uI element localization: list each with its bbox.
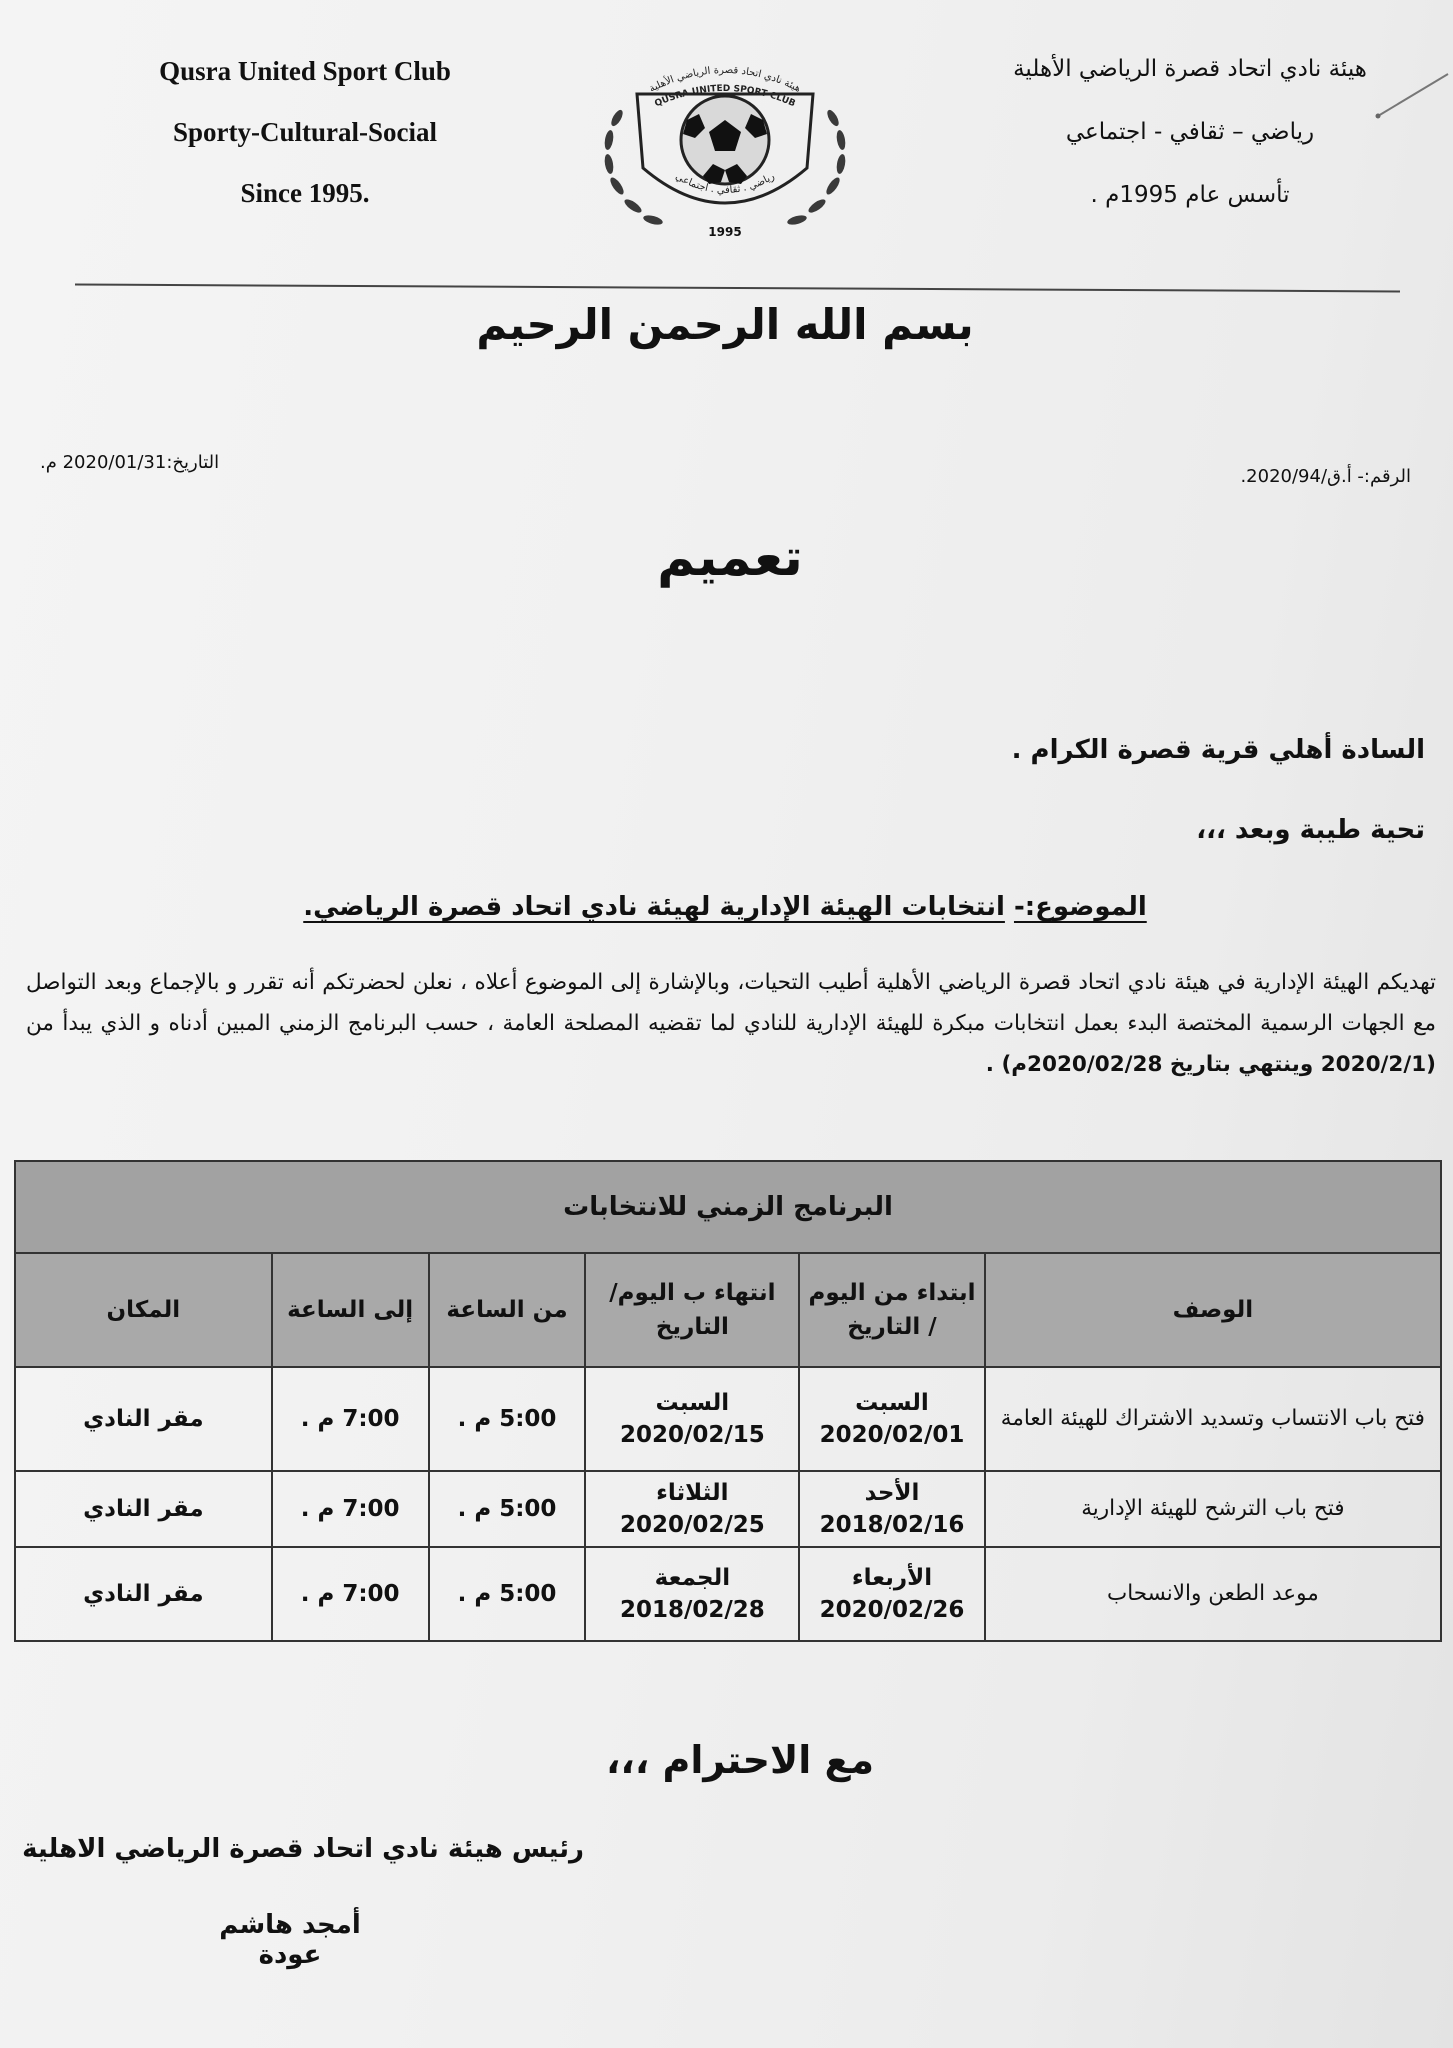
body-paragraph [26, 962, 1436, 1085]
signer-name: أمجد هاشم عودة [219, 1910, 361, 1970]
closing-remark: مع الاحترام ،،، [606, 1738, 874, 1782]
start-day: الأحد [864, 1480, 920, 1506]
soccer-ball-icon [681, 96, 769, 184]
end-date: 2018/02/28 [619, 1597, 765, 1623]
subject-label: الموضوع:- [1013, 892, 1147, 922]
cell-end [585, 1471, 799, 1547]
cell-description: موعد الطعن والانسحاب [985, 1547, 1441, 1641]
election-schedule-table [14, 1160, 1442, 1642]
header-end: انتهاء ب اليوم/التاريخ [585, 1253, 799, 1367]
start-date: 2020/02/26 [819, 1597, 965, 1623]
start-day: السبت [855, 1390, 929, 1416]
club-name-en: Qusra United Sport Club [159, 56, 451, 86]
reference-number: الرقم:- أ.ق/2020/94. [1240, 466, 1411, 487]
table-row [15, 1367, 1441, 1471]
cell-start [799, 1367, 984, 1471]
end-day: السبت [655, 1390, 730, 1416]
body-date-range: (2020/2/1 وينتهي بتاريخ 2020/02/28م) . [985, 1052, 1436, 1077]
start-day: الأربعاء [851, 1565, 933, 1591]
cell-description: فتح باب الترشح للهيئة الإدارية [985, 1471, 1441, 1547]
cell-from-time: 5:00 م . [429, 1471, 586, 1547]
pin-icon [1372, 70, 1452, 120]
logo-ring-text-ar: هيئة نادي اتحاد قصرة الرياضي الأهلية [647, 64, 803, 95]
cell-start [799, 1547, 984, 1641]
signer-title: رئيس هيئة نادي اتحاد قصرة الرياضي الاهلية [22, 1834, 584, 1864]
cell-end [585, 1367, 799, 1471]
logo-ring-text-en: QUSRA UNITED SPORT CLUB [653, 83, 797, 110]
logo-year: 1995 [708, 225, 742, 239]
end-day: الجمعة [654, 1565, 731, 1591]
schedule-caption: البرنامج الزمني للانتخابات [15, 1161, 1441, 1253]
table-row [15, 1471, 1441, 1547]
club-founded-ar: تأسس عام 1995م . [1090, 182, 1290, 208]
end-date: 2020/02/25 [619, 1512, 765, 1538]
club-tagline-en: Sporty-Cultural-Social [172, 117, 437, 147]
header-from-time: من الساعة [429, 1253, 586, 1367]
arabic-letterhead [960, 58, 1420, 247]
club-logo [575, 48, 875, 248]
start-date: 2018/02/16 [819, 1512, 965, 1538]
club-founded-en: Since 1995. [240, 178, 370, 208]
bismillah-heading: بسم الله الرحمن الرحيم [476, 300, 974, 349]
greeting: تحية طيبة وبعد ،،، [1196, 815, 1425, 845]
subject-text: انتخابات الهيئة الإدارية لهيئة نادي اتحاد قصرة الرياضي. [303, 892, 1005, 922]
cell-location: مقر النادي [15, 1471, 272, 1547]
cell-to-time: 7:00 م . [272, 1367, 429, 1471]
logo-inner-text: رياضي . ثقافي . اجتماعي [673, 171, 777, 197]
header-divider [75, 284, 1400, 293]
salutation: السادة أهلي قرية قصرة الكرام . [1011, 735, 1425, 765]
cell-from-time: 5:00 م . [429, 1547, 586, 1641]
club-tagline-ar: رياضي – ثقافي - اجتماعي [1065, 119, 1315, 145]
letter-date: التاريخ:2020/01/31 م. [40, 452, 220, 473]
table-row [15, 1547, 1441, 1641]
cell-location: مقر النادي [15, 1367, 272, 1471]
header-location: المكان [15, 1253, 272, 1367]
club-name-ar: هيئة نادي اتحاد قصرة الرياضي الأهلية [1013, 56, 1367, 82]
cell-start [799, 1471, 984, 1547]
cell-end [585, 1547, 799, 1641]
cell-to-time: 7:00 م . [272, 1471, 429, 1547]
page-title: تعميم [657, 528, 803, 588]
subject-line [200, 892, 1250, 922]
end-day: الثلاثاء [656, 1480, 729, 1506]
header-description: الوصف [985, 1253, 1441, 1367]
header-start: ابتداء من اليوم / التاريخ [799, 1253, 984, 1367]
end-date: 2020/02/15 [619, 1422, 765, 1448]
cell-description: فتح باب الانتساب وتسديد الاشتراك للهيئة العامة [985, 1367, 1441, 1471]
english-letterhead [60, 58, 550, 241]
start-date: 2020/02/01 [819, 1422, 965, 1448]
cell-to-time: 7:00 م . [272, 1547, 429, 1641]
header-to-time: إلى الساعة [272, 1253, 429, 1367]
body-text: تهديكم الهيئة الإدارية في هيئة نادي اتحاد قصرة الرياضي الأهلية أطيب التحيات، وبالإشارة إلى الموضوع أعلاه ، نعلن لحضرتكم أنه تقرر و بالإجماع وبعد التواصل مع الجهات الرسمية المختصة البدء بعمل انتخابات مبكرة للهيئة الإدارية للنادي لما تقضيه المصلحة العامة ، حسب البرنامج الزمني المبين أدناه و الذي يبدأ من [26, 970, 1436, 1036]
cell-location: مقر النادي [15, 1547, 272, 1641]
cell-from-time: 5:00 م . [429, 1367, 586, 1471]
